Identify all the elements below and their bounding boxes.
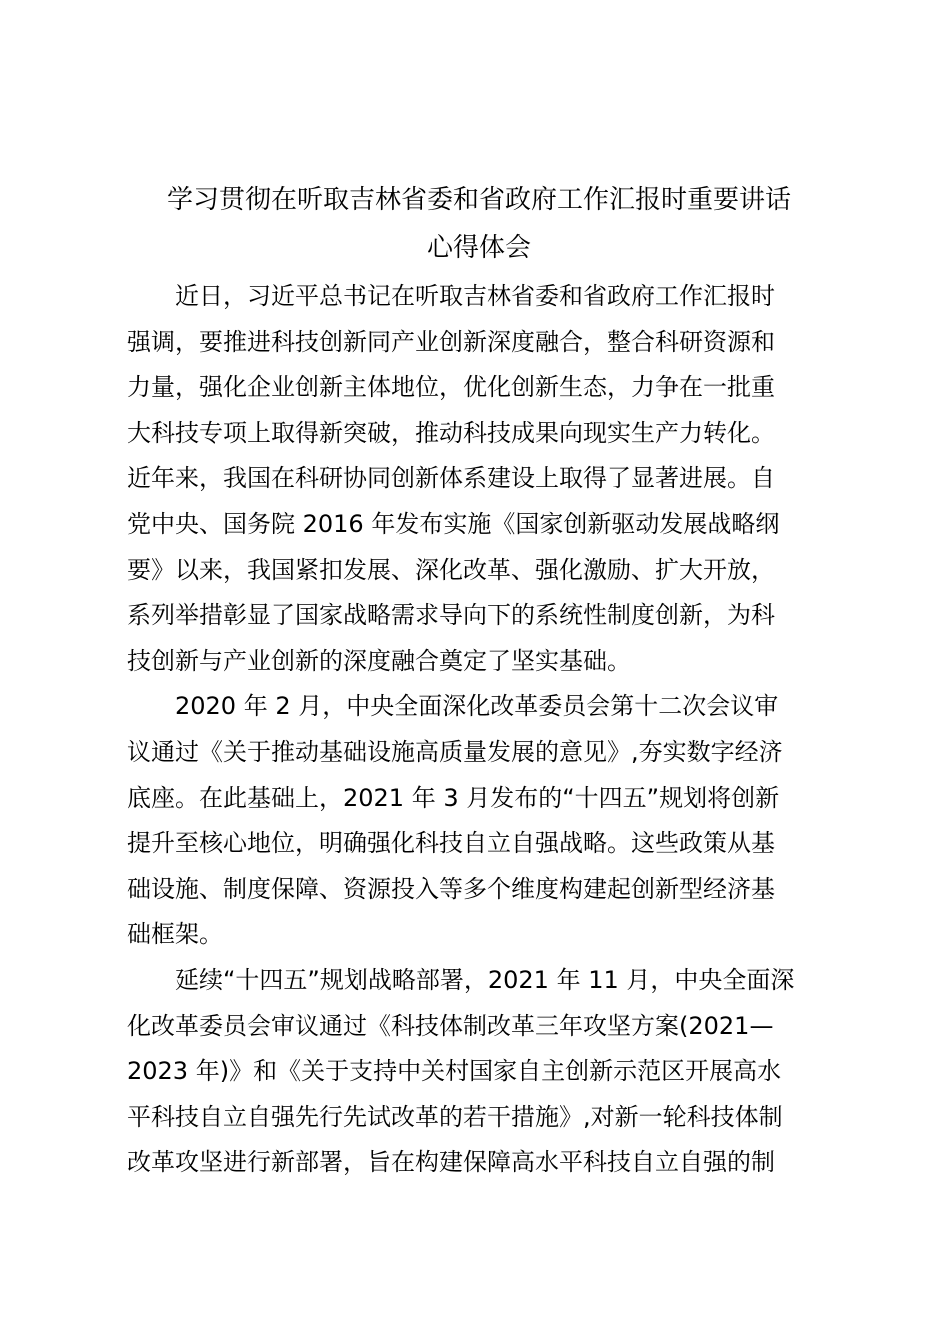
body-line: 力量，强化企业创新主体地位，优化创新生态，力争在一批重 [127, 373, 775, 402]
body-line: 底座。在此基础上，2021 年 3 月发布的“十四五”规划将创新 [127, 783, 780, 812]
body-line: 强调，要推进科技创新同产业创新深度融合，整合科研资源和 [127, 327, 775, 356]
body-line: 大科技专项上取得新突破，推动科技成果向现实生产力转化。 [127, 418, 775, 447]
document-title-line-1: 学习贯彻在听取吉林省委和省政府工作汇报时重要讲话 [166, 185, 791, 215]
body-line: 提升至核心地位，明确强化科技自立自强战略。这些政策从基 [127, 829, 775, 858]
body-line: 础框架。 [127, 920, 223, 949]
body-line: 化改革委员会审议通过《科技体制改革三年攻坚方案(2021— [127, 1011, 774, 1040]
body-line: 2023 年)》和《关于支持中关村国家自主创新示范区开展高水 [127, 1057, 782, 1086]
body-line: 技创新与产业创新的深度融合奠定了坚实基础。 [127, 646, 631, 675]
document-title-line-2: 心得体会 [426, 233, 531, 263]
body-line: 议通过《关于推动基础设施高质量发展的意见》,夯实数字经济 [127, 737, 783, 766]
body-line: 2020 年 2 月，中央全面深化改革委员会第十二次会议审 [175, 692, 779, 721]
body-line: 延续“十四五”规划战略部署，2021 年 11 月，中央全面深 [175, 965, 795, 994]
body-line: 近年来，我国在科研协同创新体系建设上取得了显著进展。自 [127, 464, 775, 493]
body-line: 础设施、制度保障、资源投入等多个维度构建起创新型经济基 [127, 874, 775, 903]
body-line: 要》以来，我国紧扣发展、深化改革、强化激励、扩大开放， [127, 555, 775, 584]
body-line: 系列举措彰显了国家战略需求导向下的系统性制度创新，为科 [127, 601, 775, 630]
body-line: 改革攻坚进行新部署，旨在构建保障高水平科技自立自强的制 [127, 1148, 775, 1177]
document-body [127, 274, 847, 1186]
body-line: 近日，习近平总书记在听取吉林省委和省政府工作汇报时 [175, 282, 775, 310]
body-line: 党中央、国务院 2016 年发布实施《国家创新驱动发展战略纲 [127, 509, 780, 538]
body-line: 平科技自立自强先行先试改革的若干措施》,对新一轮科技体制 [127, 1102, 783, 1131]
